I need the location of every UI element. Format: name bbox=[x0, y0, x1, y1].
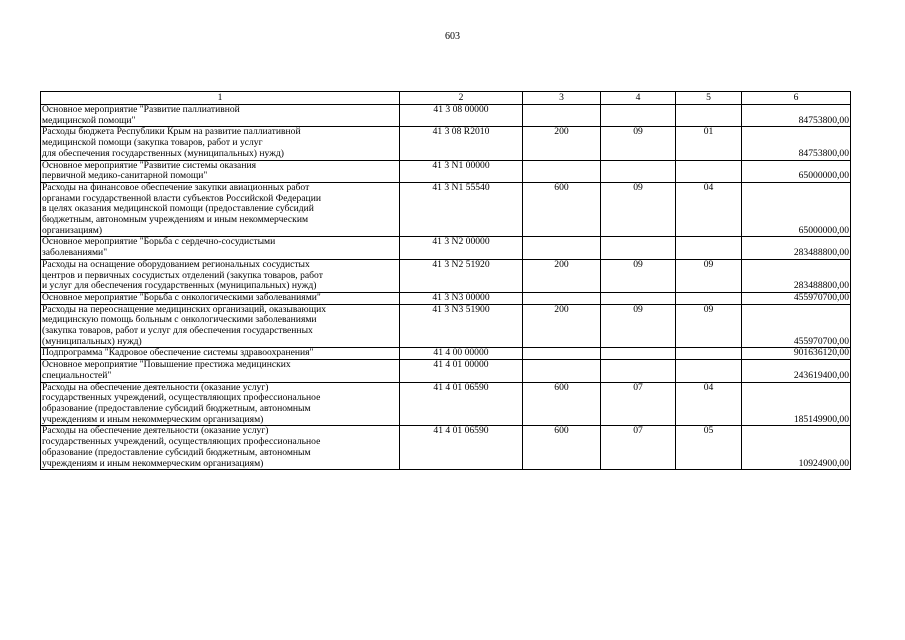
section-cell bbox=[601, 105, 676, 127]
table-row bbox=[41, 426, 851, 470]
target-code-cell: 41 3 08 00000 bbox=[400, 105, 523, 127]
budget-table bbox=[40, 91, 851, 470]
section-cell bbox=[601, 348, 676, 360]
row-name-cell: Основное мероприятие "Борьба с онкологическими заболеваниями" bbox=[41, 292, 400, 304]
row-name-cell: Основное мероприятие "Развитие системы оказания первичной медико-санитарной помощи" bbox=[41, 160, 400, 182]
target-code-cell: 41 3 08 R2010 bbox=[400, 127, 523, 160]
expense-type-cell: 200 bbox=[523, 304, 601, 348]
column-header-2: 2 bbox=[400, 92, 523, 105]
table-row bbox=[41, 292, 851, 304]
row-name-cell: Расходы бюджета Республики Крым на развитие паллиативной медицинской помощи (закупка товаров, работ и услуг для обеспечения государственных (муниципальных) нужд) bbox=[41, 127, 400, 160]
row-name-cell: Расходы на переоснащение медицинских организаций, оказывающих медицинскую помощь больным с онкологическими заболеваниями (закупка товаров, работ и услуг для обеспечения государственных (муниципальных) нужд) bbox=[41, 304, 400, 348]
section-cell: 09 bbox=[601, 259, 676, 292]
expense-type-cell: 600 bbox=[523, 182, 601, 237]
row-name-cell: Подпрограмма "Кадровое обеспечение системы здравоохранения" bbox=[41, 348, 400, 360]
subsection-cell bbox=[676, 360, 742, 382]
section-cell bbox=[601, 292, 676, 304]
amount-cell: 10924900,00 bbox=[742, 426, 851, 470]
expense-type-cell: 200 bbox=[523, 127, 601, 160]
target-code-cell: 41 4 01 06590 bbox=[400, 426, 523, 470]
subsection-cell bbox=[676, 160, 742, 182]
subsection-cell: 01 bbox=[676, 127, 742, 160]
table-row bbox=[41, 160, 851, 182]
amount-cell: 84753800,00 bbox=[742, 105, 851, 127]
target-code-cell: 41 3 N2 00000 bbox=[400, 237, 523, 259]
section-cell: 09 bbox=[601, 182, 676, 237]
table-row bbox=[41, 237, 851, 259]
target-code-cell: 41 3 N2 51920 bbox=[400, 259, 523, 292]
table-row bbox=[41, 127, 851, 160]
section-cell: 07 bbox=[601, 382, 676, 426]
subsection-cell: 09 bbox=[676, 259, 742, 292]
expense-type-cell bbox=[523, 237, 601, 259]
table-row bbox=[41, 105, 851, 127]
amount-cell: 455970700,00 bbox=[742, 304, 851, 348]
row-name-cell: Основное мероприятие "Борьба с сердечно-сосудистыми заболеваниями" bbox=[41, 237, 400, 259]
table-row bbox=[41, 348, 851, 360]
amount-cell: 185149900,00 bbox=[742, 382, 851, 426]
row-name-cell: Расходы на обеспечение деятельности (оказание услуг) государственных учреждений, осуществляющих профессиональное образование (предоставление субсидий бюджетным, автономным учреждениям и иным некоммерческим организациям) bbox=[41, 426, 400, 470]
subsection-cell: 05 bbox=[676, 426, 742, 470]
amount-cell: 65000000,00 bbox=[742, 160, 851, 182]
amount-cell: 65000000,00 bbox=[742, 182, 851, 237]
subsection-cell: 04 bbox=[676, 182, 742, 237]
table-body bbox=[41, 105, 851, 470]
table-row bbox=[41, 182, 851, 237]
expense-type-cell bbox=[523, 160, 601, 182]
row-name-cell: Основное мероприятие "Развитие паллиативной медицинской помощи" bbox=[41, 105, 400, 127]
page-number: 603 bbox=[445, 31, 460, 42]
expense-type-cell bbox=[523, 292, 601, 304]
section-cell: 09 bbox=[601, 127, 676, 160]
row-name-cell: Основное мероприятие "Повышение престижа медицинских специальностей" bbox=[41, 360, 400, 382]
section-cell bbox=[601, 160, 676, 182]
column-header-1: 1 bbox=[41, 92, 400, 105]
row-name-cell: Расходы на обеспечение деятельности (оказание услуг) государственных учреждений, осуществляющих профессиональное образование (предоставление субсидий бюджетным, автономным учреждениям и иным некоммерческим организациям) bbox=[41, 382, 400, 426]
expense-type-cell: 600 bbox=[523, 426, 601, 470]
column-header-6: 6 bbox=[742, 92, 851, 105]
amount-cell: 283488800,00 bbox=[742, 237, 851, 259]
section-cell: 07 bbox=[601, 426, 676, 470]
column-header-5: 5 bbox=[676, 92, 742, 105]
subsection-cell bbox=[676, 105, 742, 127]
expense-type-cell: 600 bbox=[523, 382, 601, 426]
target-code-cell: 41 3 N3 00000 bbox=[400, 292, 523, 304]
subsection-cell bbox=[676, 237, 742, 259]
section-cell: 09 bbox=[601, 304, 676, 348]
amount-cell: 283488800,00 bbox=[742, 259, 851, 292]
target-code-cell: 41 4 01 06590 bbox=[400, 382, 523, 426]
expense-type-cell bbox=[523, 348, 601, 360]
subsection-cell: 09 bbox=[676, 304, 742, 348]
section-cell bbox=[601, 360, 676, 382]
row-name-cell: Расходы на финансовое обеспечение закупки авиационных работ органами государственной власти субъектов Российской Федерации в целях оказания медицинской помощи (предоставление субсидий бюджетным, автономным учреждениям и иным некоммерческим организациям) bbox=[41, 182, 400, 237]
target-code-cell: 41 3 N3 51900 bbox=[400, 304, 523, 348]
row-name-cell: Расходы на оснащение оборудованием региональных сосудистых центров и первичных сосудистых отделений (закупка товаров, работ и услуг для обеспечения государственных (муниципальных) нужд) bbox=[41, 259, 400, 292]
amount-cell: 901636120,00 bbox=[742, 348, 851, 360]
target-code-cell: 41 4 01 00000 bbox=[400, 360, 523, 382]
amount-cell: 84753800,00 bbox=[742, 127, 851, 160]
section-cell bbox=[601, 237, 676, 259]
column-header-3: 3 bbox=[523, 92, 601, 105]
expense-type-cell bbox=[523, 105, 601, 127]
target-code-cell: 41 3 N1 55540 bbox=[400, 182, 523, 237]
header-row bbox=[41, 92, 851, 105]
subsection-cell bbox=[676, 292, 742, 304]
subsection-cell bbox=[676, 348, 742, 360]
target-code-cell: 41 4 00 00000 bbox=[400, 348, 523, 360]
target-code-cell: 41 3 N1 00000 bbox=[400, 160, 523, 182]
table-row bbox=[41, 382, 851, 426]
amount-cell: 455970700,00 bbox=[742, 292, 851, 304]
table-row bbox=[41, 259, 851, 292]
expense-type-cell bbox=[523, 360, 601, 382]
amount-cell: 243619400,00 bbox=[742, 360, 851, 382]
column-header-4: 4 bbox=[601, 92, 676, 105]
table-row bbox=[41, 304, 851, 348]
table-header bbox=[41, 92, 851, 105]
table-row bbox=[41, 360, 851, 382]
expense-type-cell: 200 bbox=[523, 259, 601, 292]
subsection-cell: 04 bbox=[676, 382, 742, 426]
